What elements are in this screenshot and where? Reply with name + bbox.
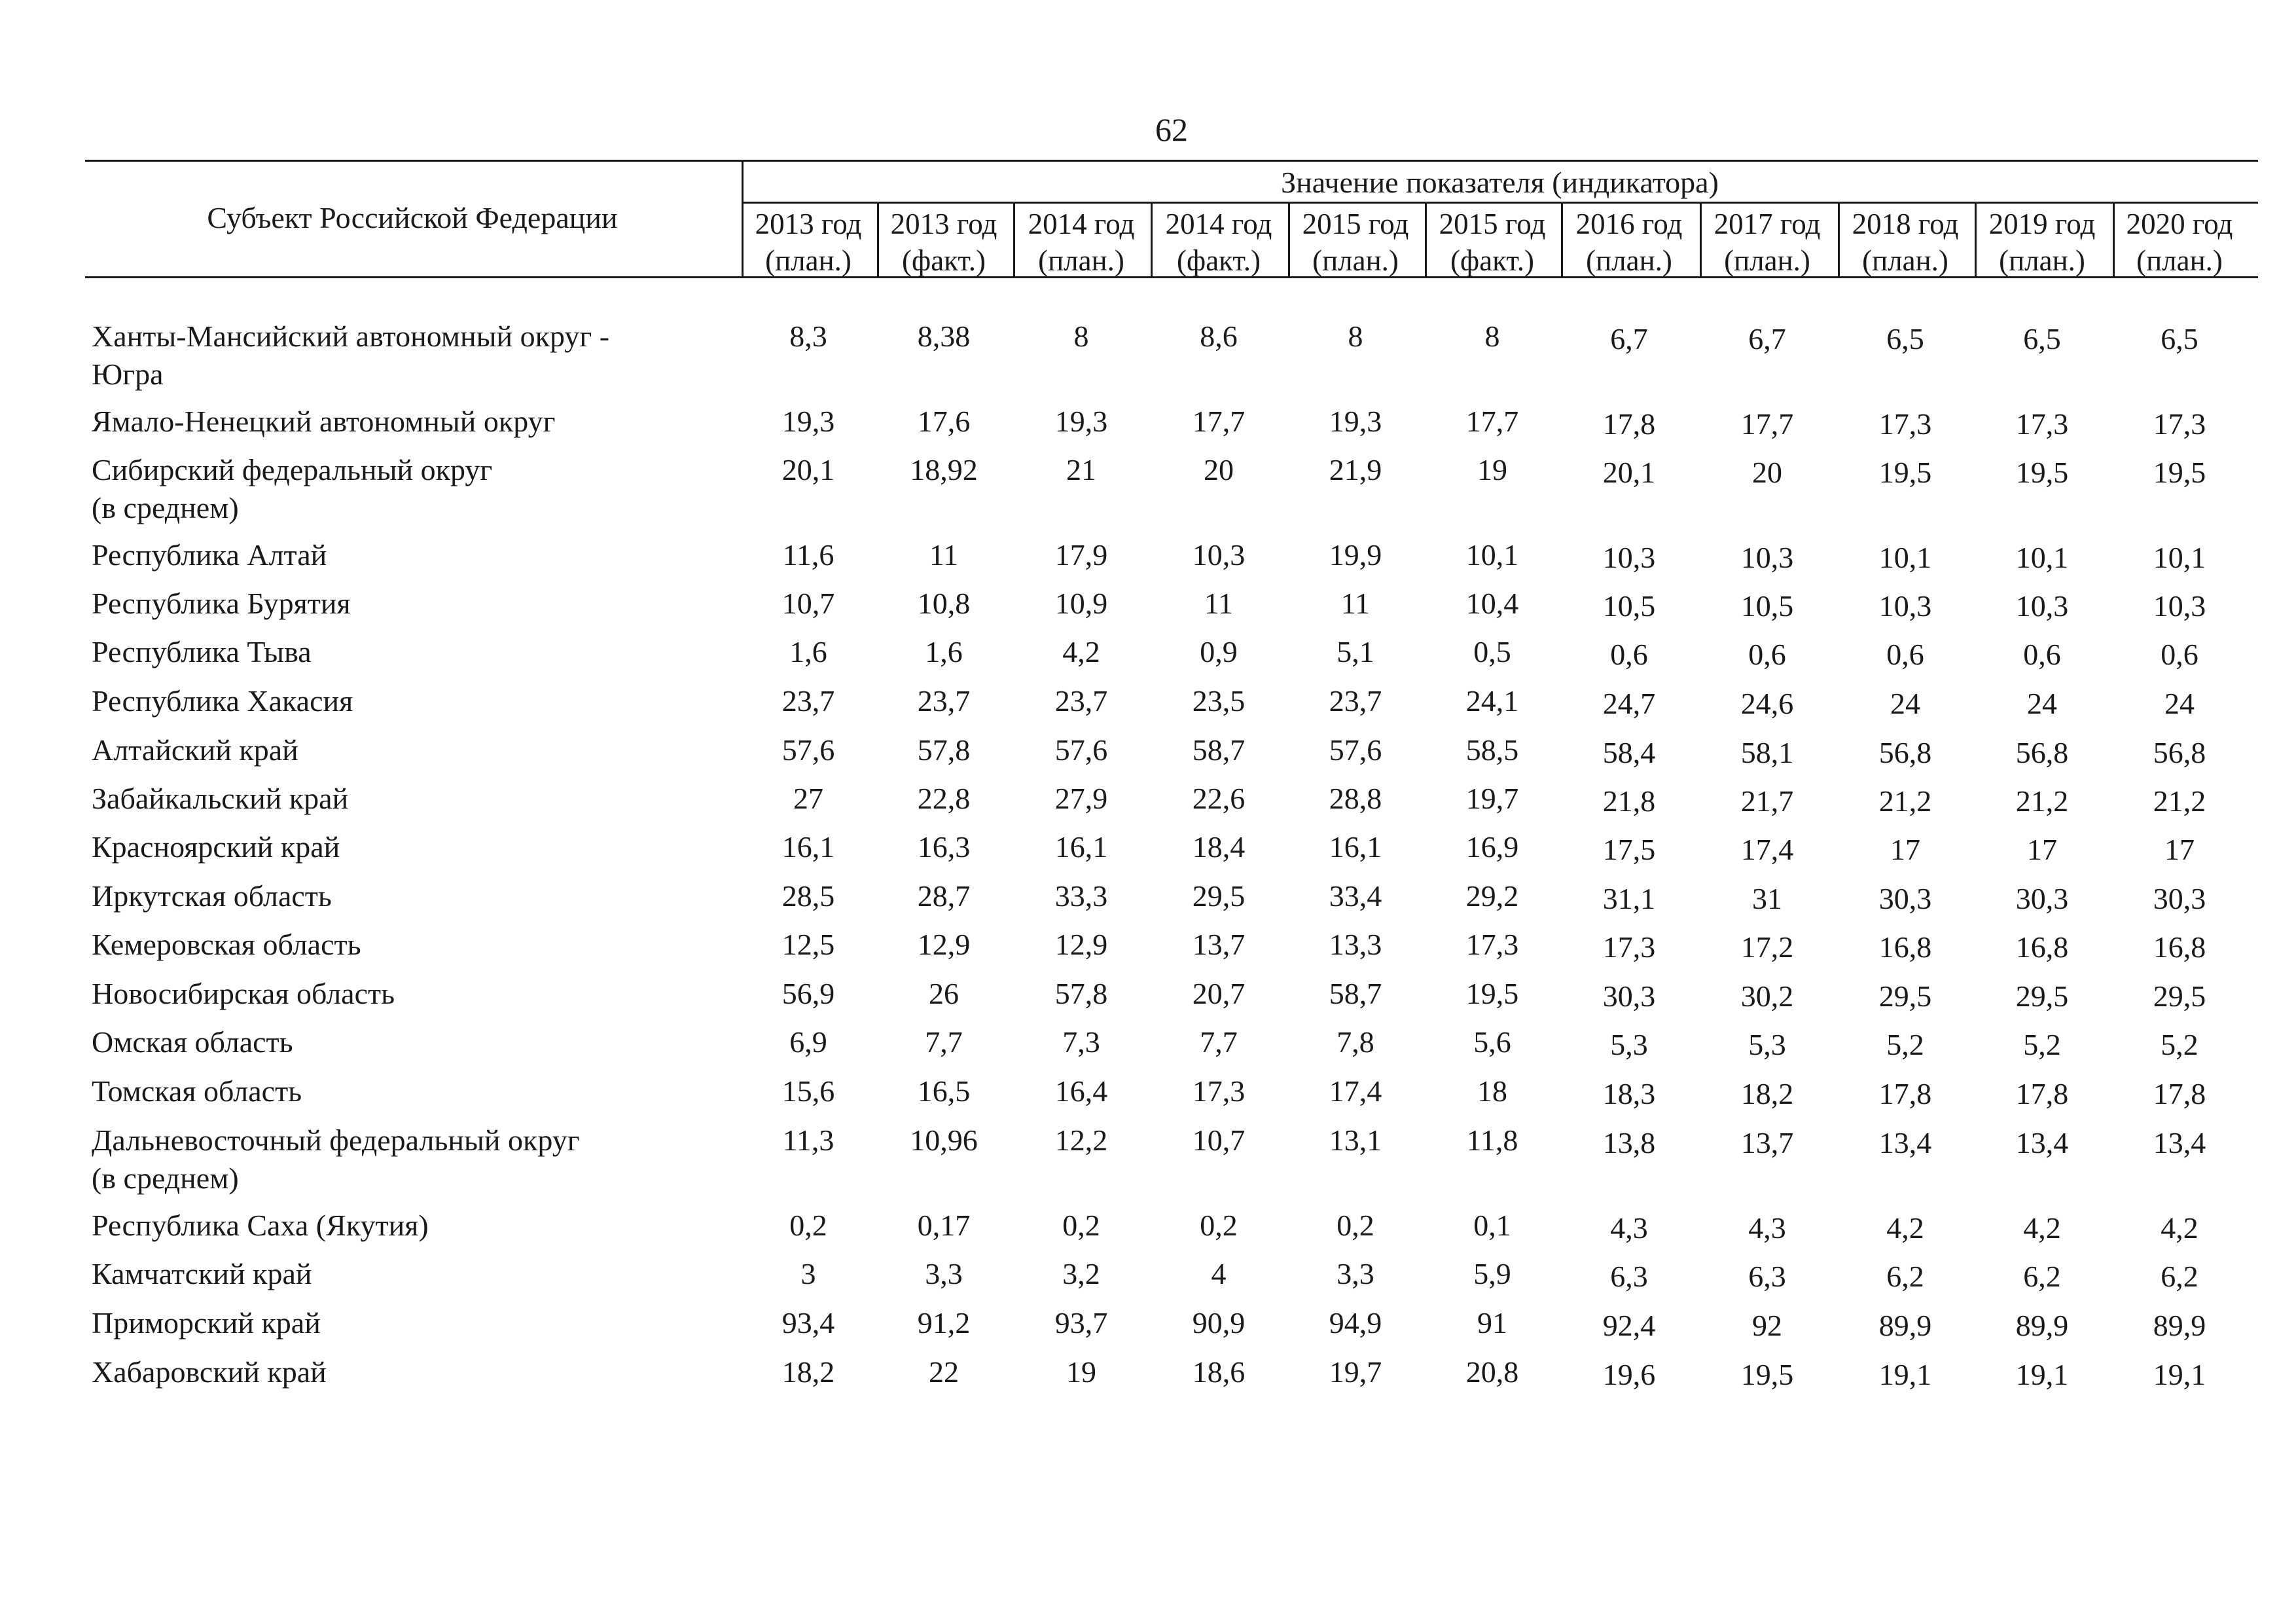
value-cell: 0,6 [1886,638,1924,671]
value-cell: 24,6 [1740,687,1794,720]
column-header-kind: (план.) [2136,244,2223,277]
column-header-year: 2017 год [1713,208,1821,240]
region-name: Дальневосточный федеральный округ [92,1123,580,1157]
region-name: Приморский край [92,1306,321,1340]
column-header-kind: (план.) [1724,244,1810,277]
value-cell: 23,7 [917,684,971,718]
value-cell: 12,9 [1054,928,1108,961]
column-header-year: 2020 год [2126,208,2233,240]
value-cell: 15,6 [781,1074,835,1108]
value-cell: 57,8 [917,733,971,767]
value-cell: 1,6 [925,635,963,668]
value-cell: 4,2 [1886,1211,1924,1245]
value-cell: 12,5 [781,928,835,961]
region-name: Красноярский край [92,830,340,864]
value-cell: 19,5 [1465,977,1519,1010]
value-cell: 19,1 [2015,1358,2069,1391]
value-cell: 13,4 [2015,1126,2069,1159]
region-name: Забайкальский край [92,782,349,815]
value-cell: 13,4 [2153,1126,2206,1159]
column-header-kind: (план.) [1586,244,1672,277]
value-cell: 91 [1477,1306,1507,1340]
value-cell: 0,2 [1062,1209,1100,1242]
value-cell: 10,7 [1192,1123,1246,1157]
value-cell: 13,1 [1329,1123,1382,1157]
group-header-rule [742,202,2258,204]
value-cell: 19 [1477,453,1507,486]
value-cell: 17,5 [1602,833,1656,866]
value-cell: 18,92 [910,453,978,486]
value-cell: 6,5 [1886,322,1924,356]
value-cell: 4,2 [2161,1211,2198,1245]
value-cell: 57,6 [781,733,835,767]
value-cell: 33,3 [1054,879,1108,913]
region-name: Югра [92,357,164,391]
value-cell: 17,2 [1740,930,1794,964]
value-cell: 13,7 [1740,1126,1794,1159]
value-cell: 58,5 [1465,733,1519,767]
value-cell: 92 [1752,1309,1782,1342]
region-name: Республика Алтай [92,538,327,572]
value-cell: 7,3 [1062,1025,1100,1059]
value-cell: 18 [1477,1074,1507,1108]
value-cell: 24 [2027,687,2057,720]
value-cell: 10,3 [1192,538,1246,572]
table-top-rule [85,160,2258,162]
value-cell: 19,3 [1329,405,1382,438]
value-cell: 89,9 [2015,1309,2069,1342]
value-cell: 28,7 [917,879,971,913]
value-cell: 10,4 [1465,587,1519,620]
value-cell: 17,3 [1878,407,1932,441]
value-cell: 16,9 [1465,830,1519,864]
value-cell: 23,5 [1192,684,1246,718]
value-cell: 0,6 [2023,638,2061,671]
column-header-kind: (факт.) [1177,244,1261,277]
value-cell: 33,4 [1329,879,1382,913]
value-cell: 19,1 [1878,1358,1932,1391]
column-header-year: 2014 год [1165,208,1272,240]
region-name: Республика Хакасия [92,684,353,718]
value-cell: 31,1 [1602,882,1656,915]
column-header-kind: (факт.) [1450,244,1534,277]
value-cell: 8,38 [917,319,971,353]
value-cell: 10,3 [1878,589,1932,623]
value-cell: 29,2 [1465,879,1519,913]
region-name: Республика Бурятия [92,587,351,620]
value-cell: 16,8 [2153,930,2206,964]
value-cell: 56,8 [2015,736,2069,769]
value-cell: 4,2 [2023,1211,2061,1245]
value-cell: 10,8 [917,587,971,620]
value-cell: 17 [1890,833,1920,866]
value-cell: 10,5 [1602,589,1656,623]
value-cell: 7,7 [925,1025,963,1059]
column-header-year: 2015 год [1302,208,1409,240]
column-header-kind: (план.) [1038,244,1124,277]
region-name: Республика Тыва [92,635,312,668]
value-cell: 58,1 [1740,736,1794,769]
value-cell: 56,8 [2153,736,2206,769]
value-cell: 19,6 [1602,1358,1656,1391]
value-cell: 92,4 [1602,1309,1656,1342]
value-cell: 4,3 [1610,1211,1648,1245]
value-cell: 30,3 [1602,979,1656,1013]
value-cell: 17,6 [917,405,971,438]
value-cell: 6,7 [1748,322,1786,356]
value-cell: 23,7 [1329,684,1382,718]
value-cell: 11,8 [1466,1123,1518,1157]
value-cell: 4 [1211,1257,1227,1290]
value-cell: 58,7 [1329,977,1382,1010]
value-cell: 56,9 [781,977,835,1010]
value-cell: 90,9 [1192,1306,1246,1340]
value-cell: 19,5 [1878,456,1932,489]
value-cell: 17,7 [1465,405,1519,438]
value-cell: 13,8 [1602,1126,1656,1159]
value-cell: 19,1 [2153,1358,2206,1391]
value-cell: 19,5 [2153,456,2206,489]
value-cell: 58,4 [1602,736,1656,769]
column-header-year: 2013 год [755,208,862,240]
value-cell: 12,2 [1054,1123,1108,1157]
value-cell: 5,1 [1336,635,1374,668]
value-cell: 12,9 [917,928,971,961]
value-cell: 0,2 [1200,1209,1238,1242]
value-cell: 5,2 [1886,1028,1924,1061]
value-cell: 13,4 [1878,1126,1932,1159]
value-cell: 23,7 [781,684,835,718]
value-cell: 16,8 [2015,930,2069,964]
value-cell: 19,7 [1465,782,1519,815]
value-cell: 11 [1340,587,1371,620]
value-cell: 17,8 [2015,1077,2069,1110]
value-cell: 30,3 [1878,882,1932,915]
value-cell: 18,3 [1602,1077,1656,1110]
value-cell: 16,1 [781,830,835,864]
value-cell: 18,6 [1192,1355,1246,1389]
value-cell: 11 [929,538,959,572]
value-cell: 0,6 [2161,638,2198,671]
value-cell: 28,8 [1329,782,1382,815]
value-cell: 20,1 [781,453,835,486]
region-name: Сибирский федеральный округ [92,453,493,486]
value-cell: 16,8 [1878,930,1932,964]
value-cell: 17,7 [1740,407,1794,441]
column-header-kind: (план.) [1862,244,1948,277]
value-cell: 89,9 [1878,1309,1932,1342]
column-header-year: 2018 год [1852,208,1959,240]
value-cell: 20,1 [1602,456,1656,489]
region-name: (в среднем) [92,491,239,524]
value-cell: 17,3 [2015,407,2069,441]
value-cell: 21,9 [1329,453,1382,486]
value-cell: 10,1 [2153,541,2206,574]
value-cell: 19,5 [2015,456,2069,489]
region-name: Алтайский край [92,733,298,767]
value-cell: 17 [2027,833,2057,866]
value-cell: 10,1 [1465,538,1519,572]
value-cell: 24 [2164,687,2195,720]
value-cell: 58,7 [1192,733,1246,767]
value-cell: 57,8 [1054,977,1108,1010]
value-cell: 7,8 [1336,1025,1374,1059]
value-cell: 57,6 [1329,733,1382,767]
region-name: Кемеровская область [92,928,361,961]
value-cell: 17,8 [1878,1077,1932,1110]
value-cell: 17,8 [2153,1077,2206,1110]
region-name: Иркутская область [92,879,332,913]
value-cell: 20,7 [1192,977,1246,1010]
value-cell: 8,3 [789,319,827,353]
value-cell: 5,6 [1473,1025,1511,1059]
value-cell: 6,2 [2161,1260,2198,1293]
value-cell: 24 [1890,687,1920,720]
value-cell: 89,9 [2153,1309,2206,1342]
column-header-year: 2013 год [890,208,997,240]
value-cell: 13,7 [1192,928,1246,961]
value-cell: 21,2 [2153,784,2206,818]
value-cell: 30,2 [1740,979,1794,1013]
value-cell: 4,2 [1062,635,1100,668]
value-cell: 7,7 [1200,1025,1238,1059]
value-cell: 29,5 [1878,979,1932,1013]
column-header-year: 2016 год [1575,208,1683,240]
value-cell: 28,5 [781,879,835,913]
column-header-kind: (план.) [765,244,852,277]
value-cell: 6,9 [789,1025,827,1059]
value-cell: 19,3 [1054,405,1108,438]
value-cell: 29,5 [2015,979,2069,1013]
value-cell: 11,3 [782,1123,834,1157]
value-cell: 94,9 [1329,1306,1382,1340]
value-cell: 17,9 [1054,538,1108,572]
value-cell: 3 [800,1257,816,1290]
region-name: Томская область [92,1074,302,1108]
value-cell: 27,9 [1054,782,1108,815]
value-cell: 17,4 [1329,1074,1382,1108]
value-cell: 5,2 [2023,1028,2061,1061]
value-cell: 5,2 [2161,1028,2198,1061]
value-cell: 22,6 [1192,782,1246,815]
value-cell: 6,3 [1748,1260,1786,1293]
column-header-kind: (план.) [1999,244,2085,277]
value-cell: 19,5 [1740,1358,1794,1391]
value-cell: 26 [929,977,959,1010]
value-cell: 17,3 [1192,1074,1246,1108]
value-cell: 19,3 [781,405,835,438]
value-cell: 56,8 [1878,736,1932,769]
value-cell: 5,3 [1748,1028,1786,1061]
value-cell: 11 [1204,587,1234,620]
region-name: Камчатский край [92,1257,312,1290]
value-cell: 10,3 [1602,541,1656,574]
value-cell: 8,6 [1200,319,1238,353]
value-cell: 57,6 [1054,733,1108,767]
value-cell: 5,9 [1473,1257,1511,1290]
value-cell: 20 [1204,453,1234,486]
value-cell: 0,6 [1748,638,1786,671]
value-cell: 16,3 [917,830,971,864]
value-cell: 21 [1066,453,1096,486]
column-header-year: 2015 год [1439,208,1546,240]
value-cell: 6,2 [2023,1260,2061,1293]
value-cell: 6,5 [2161,322,2198,356]
value-cell: 27 [793,782,823,815]
value-cell: 10,7 [781,587,835,620]
column-header-year: 2019 год [1988,208,2096,240]
value-cell: 20 [1752,456,1782,489]
value-cell: 17,3 [1602,930,1656,964]
indicator-group-header: Значение показателя (индикатора) [1281,166,1719,199]
value-cell: 17,4 [1740,833,1794,866]
value-cell: 10,9 [1054,587,1108,620]
column-header-year: 2014 год [1028,208,1135,240]
value-cell: 18,2 [1740,1077,1794,1110]
value-cell: 30,3 [2015,882,2069,915]
value-cell: 3,3 [925,1257,963,1290]
region-name: Республика Саха (Якутия) [92,1209,429,1242]
value-cell: 10,96 [910,1123,978,1157]
region-name: Новосибирская область [92,977,395,1010]
value-cell: 10,3 [1740,541,1794,574]
value-cell: 1,6 [789,635,827,668]
value-cell: 21,7 [1740,784,1794,818]
region-name: (в среднем) [92,1161,239,1195]
page-number: 62 [1155,111,1188,148]
value-cell: 20,8 [1465,1355,1519,1389]
value-cell: 17 [2164,833,2195,866]
value-cell: 22,8 [917,782,971,815]
value-cell: 11,6 [782,538,834,572]
value-cell: 22 [929,1355,959,1389]
value-cell: 5,3 [1610,1028,1648,1061]
value-cell: 30,3 [2153,882,2206,915]
value-cell: 8 [1348,319,1363,353]
value-cell: 18,2 [781,1355,835,1389]
value-cell: 16,1 [1329,830,1382,864]
value-cell: 21,2 [2015,784,2069,818]
value-cell: 24,7 [1602,687,1656,720]
value-cell: 6,7 [1610,322,1648,356]
value-cell: 17,3 [1465,928,1519,961]
value-cell: 10,1 [2015,541,2069,574]
value-cell: 8 [1073,319,1089,353]
value-cell: 19 [1066,1355,1096,1389]
value-cell: 16,4 [1054,1074,1108,1108]
region-name: Хабаровский край [92,1355,327,1389]
value-cell: 0,9 [1200,635,1238,668]
value-cell: 31 [1752,882,1782,915]
value-cell: 17,7 [1192,405,1246,438]
value-cell: 24,1 [1465,684,1519,718]
value-cell: 93,7 [1054,1306,1108,1340]
value-cell: 21,2 [1878,784,1932,818]
value-cell: 0,1 [1473,1209,1511,1242]
column-header-kind: (план.) [1312,244,1399,277]
value-cell: 93,4 [781,1306,835,1340]
value-cell: 10,1 [1878,541,1932,574]
value-cell: 91,2 [917,1306,971,1340]
column-header-kind: (факт.) [902,244,986,277]
region-name: Ямало-Ненецкий автономный округ [92,405,556,438]
value-cell: 23,7 [1054,684,1108,718]
subject-column-header: Субъект Российской Федерации [207,201,618,234]
value-cell: 0,2 [1336,1209,1374,1242]
value-cell: 17,3 [2153,407,2206,441]
value-cell: 29,5 [1192,879,1246,913]
value-cell: 4,3 [1748,1211,1786,1245]
value-cell: 3,3 [1336,1257,1374,1290]
value-cell: 17,8 [1602,407,1656,441]
value-cell: 19,9 [1329,538,1382,572]
value-cell: 0,6 [1610,638,1648,671]
value-cell: 16,5 [917,1074,971,1108]
value-cell: 18,4 [1192,830,1246,864]
value-cell: 0,2 [789,1209,827,1242]
value-cell: 21,8 [1602,784,1656,818]
value-cell: 6,2 [1886,1260,1924,1293]
value-cell: 10,3 [2015,589,2069,623]
region-name: Омская область [92,1025,293,1059]
value-cell: 16,1 [1054,830,1108,864]
value-cell: 0,17 [917,1209,971,1242]
value-cell: 13,3 [1329,928,1382,961]
value-cell: 6,3 [1610,1260,1648,1293]
value-cell: 3,2 [1062,1257,1100,1290]
value-cell: 10,3 [2153,589,2206,623]
value-cell: 6,5 [2023,322,2061,356]
value-cell: 10,5 [1740,589,1794,623]
value-cell: 19,7 [1329,1355,1382,1389]
value-cell: 29,5 [2153,979,2206,1013]
value-cell: 8 [1484,319,1500,353]
region-name: Ханты-Мансийский автономный округ - [92,319,610,353]
value-cell: 0,5 [1473,635,1511,668]
